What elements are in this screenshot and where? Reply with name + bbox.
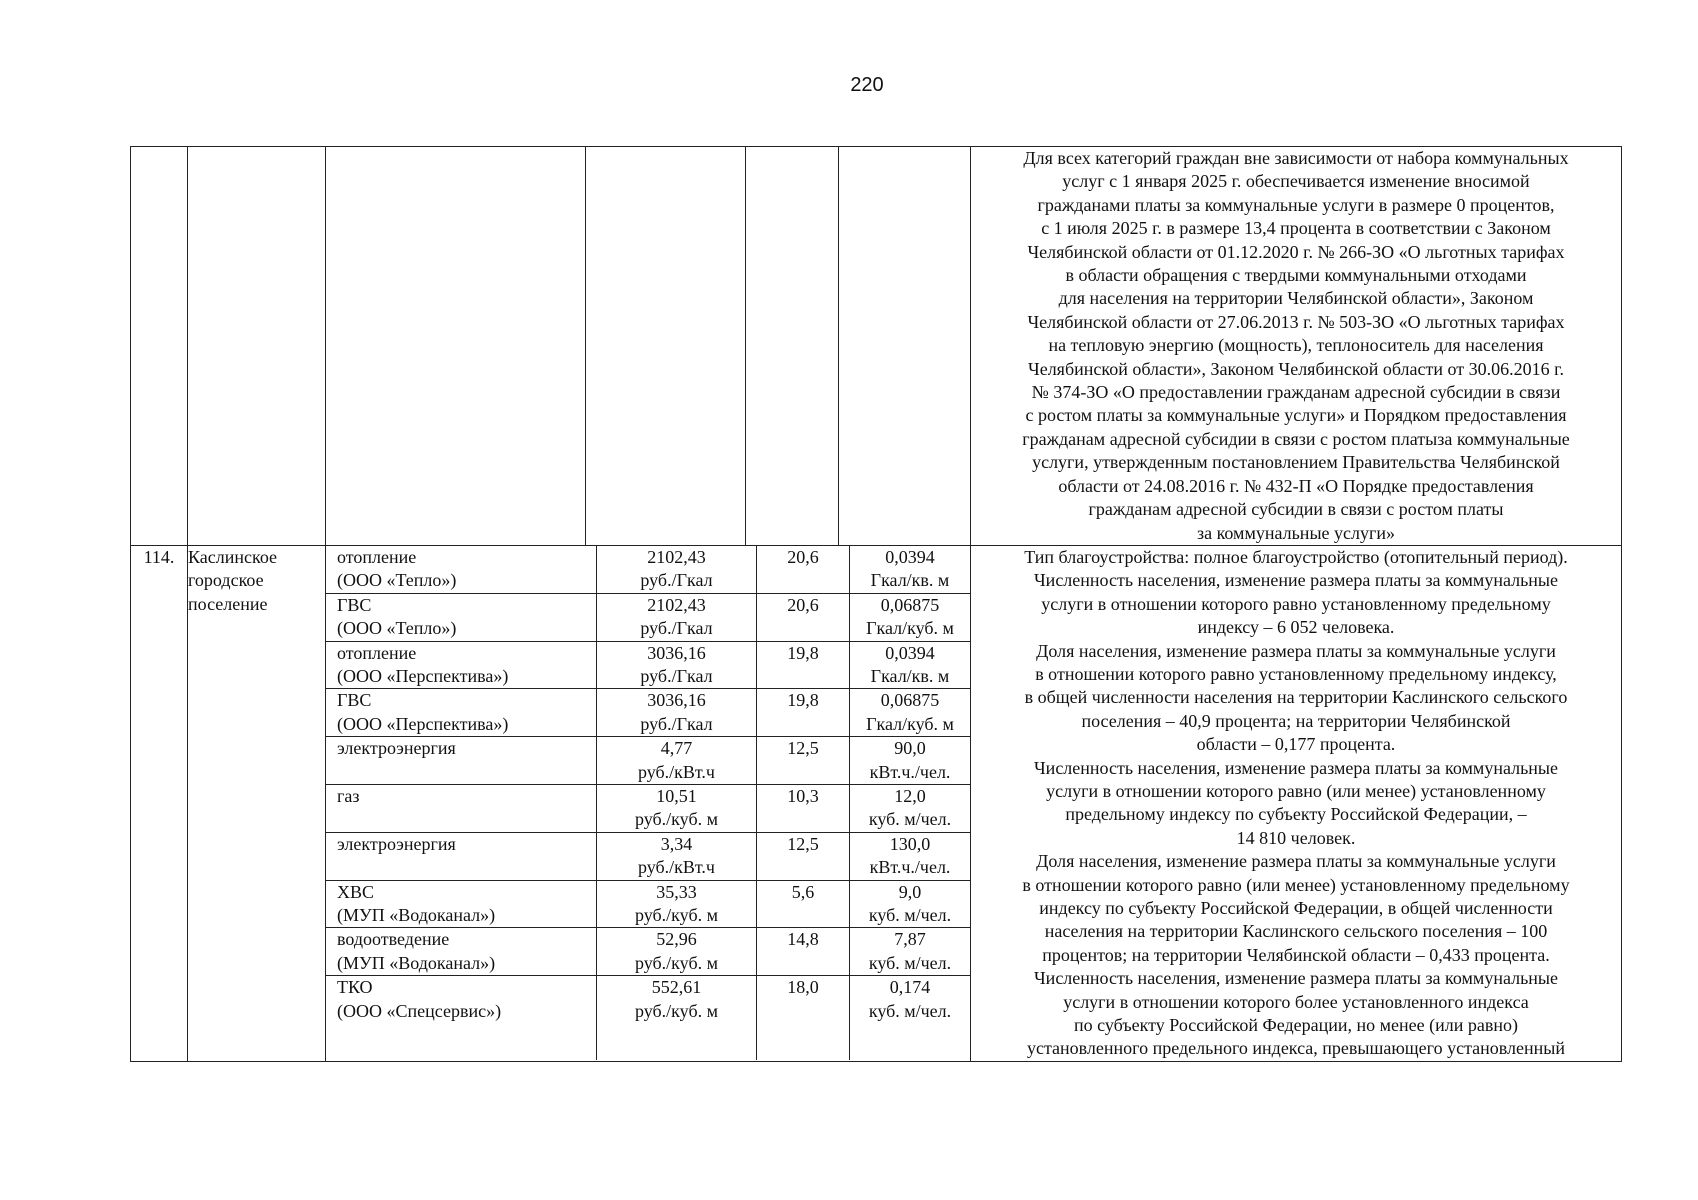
tariff-value: 3036,16 руб./Гкал [597,641,757,689]
service-name: ТКО (ООО «Спецсервис») [326,976,597,1061]
volume-value: 7,87 куб. м/чел. [850,928,971,976]
service-row [326,593,970,641]
index-value: 12,5 [757,832,850,880]
services-grid [326,545,971,1061]
cell-volume-empty [839,147,971,546]
index-value: 14,8 [757,928,850,976]
services-table [326,546,970,1060]
note-line: Доля населения, изменение размера платы за коммунальные услуги [1036,640,1556,661]
note-line: для населения на территории Челябинской области», Законом [1058,288,1534,309]
volume-value: 0,0394 Гкал/кв. м [850,641,971,689]
tariff-value: 35,33 руб./куб. м [597,880,757,928]
tariff-value: 3,34 руб./кВт.ч [597,832,757,880]
municipality-cell [188,545,326,1061]
volume-value: 0,0394 Гкал/кв. м [850,546,971,593]
tariff-value: 3036,16 руб./Гкал [597,689,757,737]
note-line: услуги, утвержденным постановлением Правительства Челябинской [1032,452,1560,473]
index-value: 20,6 [757,546,850,593]
service-name: ХВС (МУП «Водоканал») [326,880,597,928]
volume-value: 12,0 куб. м/чел. [850,784,971,832]
note-line: услуги в отношении которого более установленного индекса [1063,991,1529,1012]
note-line: гражданам адресной субсидии в связи с ростом платы [1088,499,1504,520]
note-line: Численность населения, изменение размера платы за коммунальные [1033,968,1559,989]
service-row [326,832,970,880]
cell-municipality-empty [188,147,326,546]
service-name: ГВС (ООО «Тепло») [326,593,597,641]
note-line: гражданами платы за коммунальные услуги в размере 0 процентов, [1037,194,1555,215]
service-name: отопление (ООО «Тепло») [326,546,597,593]
municipality-line: городское [188,570,264,591]
note-line: № 374-ЗО «О предоставлении гражданам адресной субсидии в связи [1031,382,1561,403]
note-line: Тип благоустройства: полное благоустройство (отопительный период). [1024,546,1568,567]
volume-value: 0,06875 Гкал/куб. м [850,689,971,737]
tariff-table [130,146,1622,1062]
note-line: в отношении которого равно установленному предельному индексу, [1035,663,1557,684]
service-name: отопление (ООО «Перспектива») [326,641,597,689]
tariff-value: 552,61 руб./куб. м [597,976,757,1061]
note-line: поселения – 40,9 процента; на территории Челябинской [1081,710,1511,731]
note-line: по субъекту Российской Федерации, но менее (или равно) [1074,1015,1518,1036]
note-line: в общей численности населения на территории Каслинского сельского [1024,687,1568,708]
note-line: Челябинской области от 01.12.2020 г. № 266-ЗО «О льготных тарифах [1027,241,1565,262]
service-row [326,928,970,976]
index-value: 12,5 [757,737,850,785]
volume-value: 90,0 кВт.ч./чел. [850,737,971,785]
note-line: индексу – 6 052 человека. [1197,617,1395,638]
service-name: электроэнергия [326,832,597,880]
note-line: Челябинской области», Законом Челябинской области от 30.06.2016 г. [1028,358,1564,379]
table-row-114 [131,545,1622,1061]
index-value: 5,6 [757,880,850,928]
index-value: 10,3 [757,784,850,832]
index-value: 19,8 [757,641,850,689]
service-row [326,641,970,689]
note-line: в области обращения с твердыми коммунальными отходами [1065,265,1527,286]
service-row [326,737,970,785]
note-line: услуг с 1 января 2025 г. обеспечивается изменение вносимой [1062,171,1530,192]
note-line: 14 810 человек. [1236,827,1356,848]
note-line: процентов; на территории Челябинской области – 0,433 процента. [1042,944,1550,965]
volume-value: 0,174 куб. м/чел. [868,977,952,1021]
index-value: 20,6 [757,593,850,641]
cell-service-empty [326,147,586,546]
note-line: Доля населения, изменение размера платы за коммунальные услуги [1036,851,1556,872]
note-line: гражданам адресной субсидии в связи с ростом платыза коммунальные [1022,428,1570,449]
service-name: водоотведение (МУП «Водоканал») [326,928,597,976]
note-line: на тепловую энергию (мощность), теплоноситель для населения [1048,335,1544,356]
municipality-line: поселение [188,593,268,614]
note-line: услуги в отношении которого равно установленному предельному [1041,593,1551,614]
tariff-value: 10,51 руб./куб. м [597,784,757,832]
row-number: 114. [131,545,188,1061]
volume-value: 9,0 куб. м/чел. [850,880,971,928]
note-line: установленного предельного индекса, превышающего установленный [1026,1038,1566,1059]
population-note-cell [971,545,1622,1061]
service-name: электроэнергия [326,737,597,785]
note-line: области – 0,177 процента. [1196,734,1396,755]
note-line: предельному индексу по субъекту Российской Федерации, – [1065,804,1527,825]
cell-index-empty [746,147,839,546]
municipality-line: Каслинское [188,546,278,567]
tariff-value: 2102,43 руб./Гкал [597,593,757,641]
tariff-value: 2102,43 руб./Гкал [597,546,757,593]
service-row [326,546,970,593]
page-number: 220 [850,74,884,96]
service-row [326,976,970,1061]
service-name: ГВС (ООО «Перспектива») [326,689,597,737]
note-line: Для всех категорий граждан вне зависимости от набора коммунальных [1023,148,1569,168]
service-name: газ [326,784,597,832]
tariff-value: 4,77 руб./кВт.ч [597,737,757,785]
note-line: за коммунальные услуги» [1196,522,1396,543]
service-row [326,689,970,737]
note-line: Челябинской области от 27.06.2013 г. № 503-ЗО «О льготных тарифах [1027,311,1565,332]
note-line: населения на территории Каслинского сельского поселения – 100 [1044,921,1548,942]
tariff-value: 52,96 руб./куб. м [597,928,757,976]
volume-value: 130,0 кВт.ч./чел. [850,832,971,880]
top-note-cell [971,147,1622,546]
cell-tariff-empty [586,147,746,546]
index-value: 18,0 [757,976,850,1061]
note-line: в отношении которого равно (или менее) установленному предельному [1022,874,1570,895]
note-line: с 1 июля 2025 г. в размере 13,4 процента в соответствии с Законом [1041,218,1551,239]
note-line: области от 24.08.2016 г. № 432-П «О Порядке предоставления [1058,475,1534,496]
note-line: индексу по субъекту Российской Федерации, в общей численности [1039,898,1553,918]
table-row-continuation [131,147,1622,546]
index-value: 19,8 [757,689,850,737]
note-line: услуги в отношении которого равно (или менее) установленному [1046,780,1546,801]
note-line: Численность населения, изменение размера платы за коммунальные [1033,757,1559,778]
cell-number-empty [131,147,188,546]
service-row [326,784,970,832]
note-line: с ростом платы за коммунальные услуги» и Порядком предоставления [1025,405,1567,426]
note-line: Численность населения, изменение размера платы за коммунальные [1033,570,1559,591]
volume-value: 0,06875 Гкал/куб. м [850,593,971,641]
service-row [326,880,970,928]
